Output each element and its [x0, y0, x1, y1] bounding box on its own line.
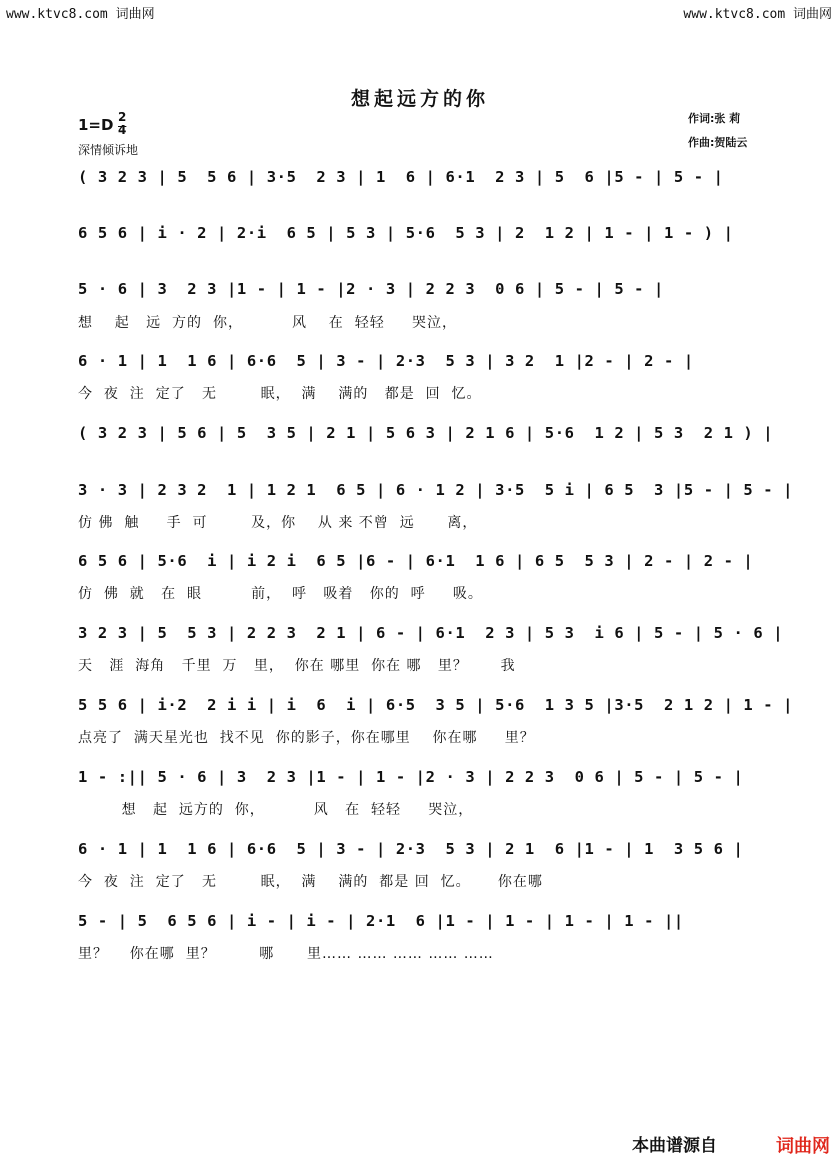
watermark-left: www.ktvc8.com 词曲网	[6, 7, 155, 22]
staff-line-1	[78, 168, 768, 198]
staff-line-4	[78, 352, 768, 382]
watermark-right: www.ktvc8.com 词曲网	[683, 7, 832, 22]
staff-line-11	[78, 840, 768, 870]
time-signature-bottom: 4	[118, 123, 127, 137]
lyric-line-10: 想 起 远方的 你， 风 在 轻轻 哭泣，	[78, 802, 474, 818]
lyric-line-6: 仿 佛 触 手 可 及，你 从 来 不曾 远 离，	[78, 515, 478, 531]
tempo-marking: 深情倾诉地	[78, 143, 139, 157]
notes-line-1: ( 3 2 3 | 5 5 6 | 3·5 2 3 | 1 6 | 6·1 2 3 | 5 6 |5 - | 5 - |	[78, 168, 724, 186]
notes-line-8: 3 2 3 | 5 5 3 | 2 2 3 2 1 | 6 - | 6·1 2 3 | 5 3 i 6 | 5 - | 5 · 6 |	[78, 624, 784, 642]
footer-logo[interactable]: 词曲网	[776, 1136, 830, 1157]
composer-credit: 作曲:贺陆云	[688, 136, 748, 149]
staff-line-12	[78, 912, 768, 942]
lyric-line-7: 仿 佛 就 在 眼 前， 呼 吸着 你的 呼 吸。	[78, 586, 483, 602]
staff-line-10	[78, 768, 768, 798]
notes-line-11: 6 · 1 | 1 1 6 | 6·6 5 | 3 - | 2·3 5 3 | 2 1 6 |1 - | 1 3 5 6 |	[78, 840, 744, 858]
notes-line-3: 5 · 6 | 3 2 3 |1 - | 1 - |2 · 3 | 2 2 3 0 6 | 5 - | 5 - |	[78, 280, 664, 298]
notes-line-6: 3 · 3 | 2 3 2 1 | 1 2 1 6 5 | 6 · 1 2 | 3·5 5 i | 6 5 3 |5 - | 5 - |	[78, 481, 794, 499]
score-title: 想起远方的你	[350, 88, 489, 110]
notes-line-12: 5 - | 5 6 5 6 | i - | i - | 2·1 6 |1 - | 1 - | 1 - | 1 - ||	[78, 912, 684, 930]
lyric-line-8: 天 涯 海角 千里 万 里， 你在 哪里 你在 哪 里？ 我	[78, 658, 516, 674]
staff-line-6	[78, 481, 794, 511]
notes-line-7: 6 5 6 | 5·6 i | i 2 i 6 5 |6 - | 6·1 1 6 | 6 5 5 3 | 2 - | 2 - |	[78, 552, 754, 570]
lyric-line-12: 里？ 你在哪 里？ 哪 里…… …… …… …… ……	[78, 946, 494, 962]
notes-line-5: ( 3 2 3 | 5 6 | 5 3 5 | 2 1 | 5 6 3 | 2 1 6 | 5·6 1 2 | 5 3 2 1 ) |	[78, 424, 774, 442]
staff-line-5	[78, 424, 774, 454]
notes-line-2: 6 5 6 | i · 2 | 2·i 6 5 | 5 3 | 5·6 5 3 | 2 1 2 | 1 - | 1 - ) |	[78, 224, 734, 242]
lyric-line-4: 今 夜 注 定了 无 眠， 满 满的 都是 回 忆。	[78, 386, 482, 402]
lyric-line-11: 今 夜 注 定了 无 眠， 满 满的 都是 回 忆。 你在哪	[78, 874, 543, 890]
staff-line-7	[78, 552, 768, 582]
notes-line-9: 5 5 6 | i·2 2 i i | i 6 i | 6·5 3 5 | 5·6 1 3 5 |3·5 2 1 2 | 1 - |	[78, 696, 794, 714]
staff-line-9	[78, 696, 794, 726]
time-signature	[118, 111, 126, 137]
lyricist-credit: 作词:张 莉	[688, 112, 741, 125]
notes-line-10: 1 - :|| 5 · 6 | 3 2 3 |1 - | 1 - |2 · 3 | 2 2 3 0 6 | 5 - | 5 - |	[78, 768, 744, 786]
staff-line-2	[78, 224, 768, 254]
key-signature: 1=D	[78, 116, 114, 134]
staff-line-8	[78, 624, 784, 654]
time-signature-top: 2	[118, 110, 127, 124]
lyric-line-3: 想 起 远 方的 你， 风 在 轻轻 哭泣，	[78, 315, 457, 331]
notes-line-4: 6 · 1 | 1 1 6 | 6·6 5 | 3 - | 2·3 5 3 | 3 2 1 |2 - | 2 - |	[78, 352, 694, 370]
lyric-line-9: 点亮了 满天星光也 找不见 你的影子，你在哪里 你在哪 里？	[78, 730, 535, 746]
staff-line-3	[78, 280, 768, 310]
footer-source: 本曲谱源自	[632, 1136, 717, 1156]
